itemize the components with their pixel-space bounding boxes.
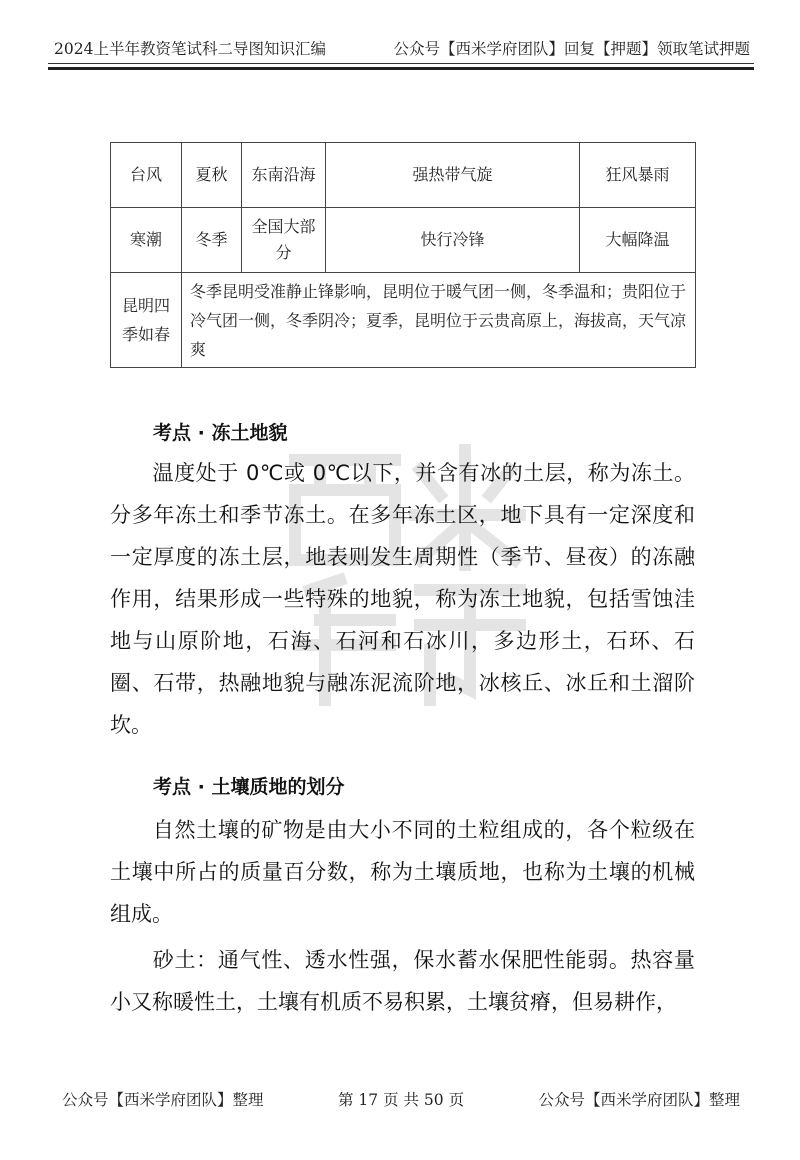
section-heading: 考点 · 土壤质地的划分 (153, 776, 345, 798)
section-heading: 考点 · 冻土地貌 (153, 422, 288, 444)
cell-effect: 狂风暴雨 (580, 143, 696, 208)
paragraph (110, 809, 695, 935)
paragraph (110, 452, 695, 746)
paragraph-text: 砂土：通气性、透水性强，保水蓄水保肥性能弱。热容量小又称暖性土，土壤有机质不易积累，土壤贫瘠，但易耕作， (110, 948, 695, 1014)
cell-season: 冬季 (182, 208, 242, 273)
cell-region: 东南沿海 (242, 143, 326, 208)
paragraph (110, 939, 695, 1023)
table-row (111, 143, 696, 208)
footer-right: 公众号【西米学府团队】整理 (538, 1091, 740, 1109)
weather-table (110, 142, 696, 368)
cell-name: 台风 (111, 143, 182, 208)
cell-season: 夏秋 (182, 143, 242, 208)
cell-note-name: 昆明四季如春 (111, 273, 182, 368)
cell-effect: 大幅降温 (580, 208, 696, 273)
paragraph-text: 自然土壤的矿物是由大小不同的土粒组成的，各个粒级在土壤中所占的质量百分数，称为土壤质地，也称为土壤的机械组成。 (110, 818, 695, 926)
header-rule-thick (48, 67, 754, 70)
cell-region: 全国大部分 (242, 208, 326, 273)
header-title: 2024上半年教资笔试科二导图知识汇编 (54, 40, 326, 58)
header-rule-thin (48, 63, 754, 64)
cell-name: 寒潮 (111, 208, 182, 273)
footer-left: 公众号【西米学府团队】整理 (62, 1091, 264, 1109)
page-number: 第 17 页 共 50 页 (338, 1091, 465, 1109)
header-promo: 公众号【西米学府团队】回复【押题】领取笔试押题 (393, 40, 750, 58)
table-row (111, 273, 696, 368)
paragraph-text: 温度处于 0℃或 0℃以下，并含有冰的土层，称为冻土。分多年冻土和季节冻土。在多年冻土区，地下具有一定深度和一定厚度的冻土层，地表则发生周期性（季节、昼夜）的冻融作用，结果形成一些特殊的地貌，称为冻土地貌，包括雪蚀洼地与山原阶地，石海、石河和石冰川，多边形土，石环、石圈、石带，热融地貌与融冻泥流阶地，冰核丘、冰丘和土溜阶坎。 (110, 461, 695, 737)
page-header (48, 33, 754, 63)
cell-note-text: 冬季昆明受准静止锋影响，昆明位于暖气团一侧，冬季温和；贵阳位于冷气团一侧，冬季阴冷；夏季，昆明位于云贵高原上，海拔高，天气凉爽 (182, 273, 696, 368)
table-row (111, 208, 696, 273)
cell-cause: 快行冷锋 (326, 208, 580, 273)
cell-cause: 强热带气旋 (326, 143, 580, 208)
page-footer (48, 1085, 754, 1115)
